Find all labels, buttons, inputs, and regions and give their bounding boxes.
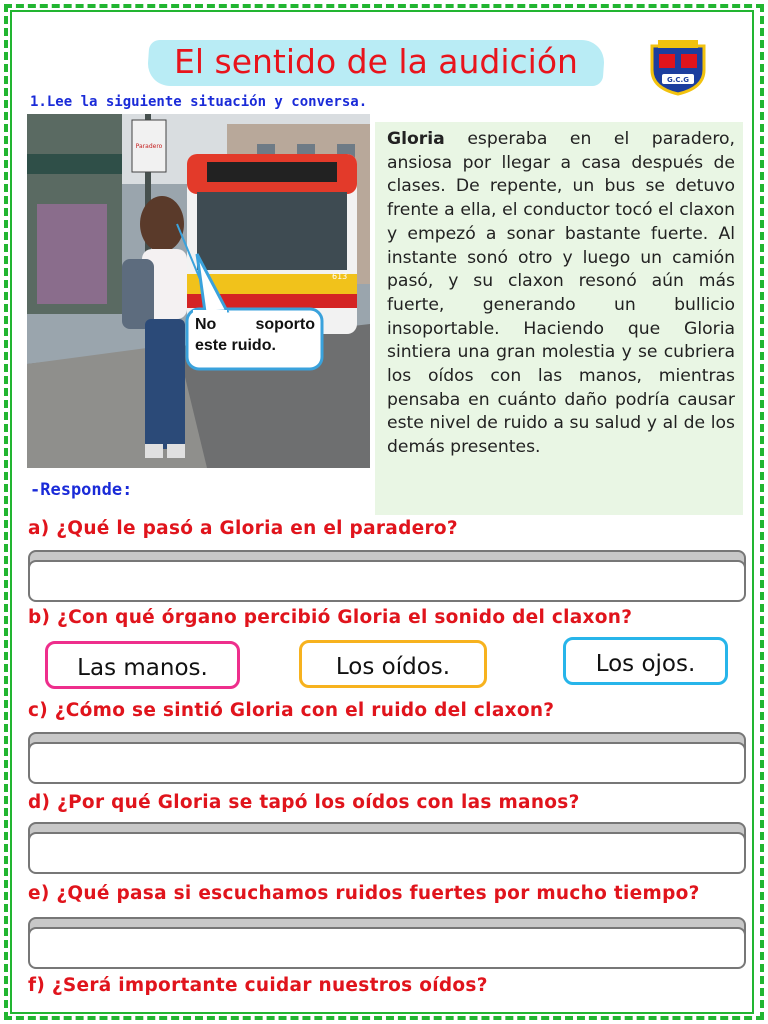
question-f: f) ¿Será importante cuidar nuestros oídos? [28,975,488,996]
responde-label: -Responde: [30,480,133,500]
answer-field-a[interactable] [28,550,744,602]
story-body: esperaba en el paradero, ansiosa por llegar a casa después de clases. De repente, un bus se detuvo frente a ella, el conductor tocó el claxon y empezó a sonar bastante fuerte. Al instante sonó otro y luego un camión pasó, y su claxon resonó aún más fuerte, generando un bullicio insoportable. Haciendo que Gloria sintiera una gran molestia y se cubriera los oídos con las manos, mientras pensaba en cuánto daño podría causar este nivel de ruido a su salud y al de los demás presentes. [387,129,735,458]
story-character-name: Gloria [387,129,445,149]
page-title: El sentido de la audición [174,42,578,81]
school-badge-icon [646,36,710,96]
answer-field-e[interactable] [28,917,744,969]
question-b: b) ¿Con qué órgano percibió Gloria el sonido del claxon? [28,607,633,628]
answer-field-c[interactable] [28,732,744,784]
bus-stop-photo [27,114,370,468]
bus-stop-sign-text: Paradero [135,143,163,150]
instruction-text: 1.Lee la siguiente situación y conversa. [30,94,368,110]
badge-text: G.C.G [667,76,689,84]
question-d: d) ¿Por qué Gloria se tapó los oídos con las manos? [28,792,580,813]
question-c: c) ¿Cómo se sintió Gloria con el ruido del claxon? [28,700,555,721]
option-los-oidos[interactable]: Los oídos. [299,640,487,688]
question-a: a) ¿Qué le pasó a Gloria en el paradero? [28,518,458,539]
story-box [375,122,743,515]
story-text [387,128,735,460]
question-e: e) ¿Qué pasa si escuchamos ruidos fuertes por mucho tiempo? [28,883,700,904]
speech-bubble-text: No soporto este ruido. [195,316,315,354]
answer-field-d[interactable] [28,822,744,874]
bus-number: 613 [332,272,348,281]
option-las-manos[interactable]: Las manos. [45,641,240,689]
option-los-ojos[interactable]: Los ojos. [563,637,728,685]
